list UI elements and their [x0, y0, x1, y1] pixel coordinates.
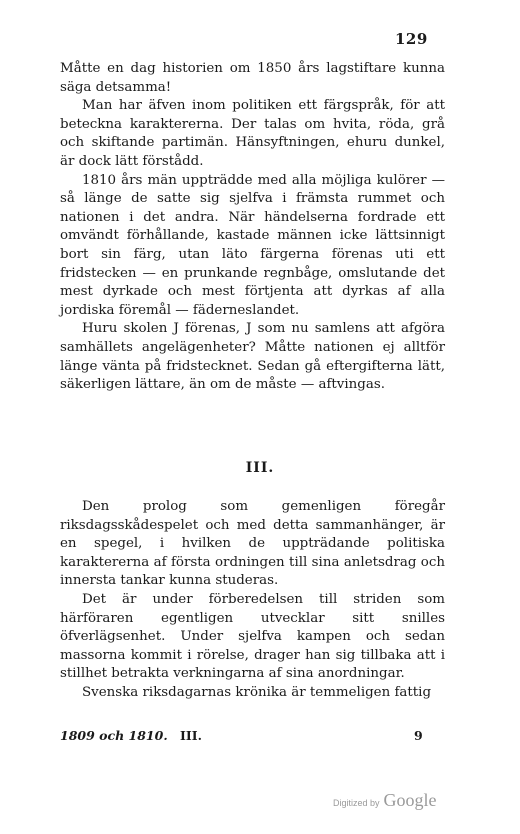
signature-mark: 9 [414, 728, 423, 743]
google-logo: Google [383, 790, 437, 810]
footer-book-title: 1809 och 1810. [60, 728, 168, 743]
section-text-block [60, 498, 445, 703]
paragraph: Svenska riksdagarnas krönika är temmeligen fattig [82, 684, 432, 700]
digitized-watermark [333, 790, 437, 811]
paragraph: Den prolog som gemenligen föregår riksdagsskådespelet och med detta sammanhänger, är en spegel, i hvilken de uppträdande politiska karaktererna af första ordningen till sina anletsdrag och innersta tankar kunna studeras. [60, 499, 445, 589]
footer-title [60, 728, 202, 743]
paragraph: Det är under förberedelsen till striden som härföraren egentligen utvecklar sitt snilles öfverlägsenhet. Under sjelfva kampen och sedan massorna kommit i rörelse, drager han sig tillbaka att i stillhet betrakta verkningarna af sina anordningar. [60, 591, 445, 682]
page-number: 129 [395, 30, 428, 48]
paragraph: Man har äfven inom politiken ett färgspråk, för att beteckna karaktererna. Der talas om hvita, röda, grå och skiftande partimän. Hänsyftningen, ehuru dunkel, är dock lätt förstådd. [60, 98, 445, 169]
watermark-prefix: Digitized by [333, 798, 380, 808]
section-heading: III. [245, 460, 275, 476]
main-text-block [60, 60, 445, 395]
paragraph: Huru skolen J förenas, J som nu samlens att afgöra samhällets angelägenheter? Måtte nationen ej alltför länge vänta på fridstecknet. Sedan gå eftergifterna lätt, säkerligen lättare, än om de måste — aftvingas. [60, 321, 445, 393]
footer-volume: III. [180, 728, 202, 743]
paragraph: Måtte en dag historien om 1850 års lagstiftare kunna säga detsamma! [60, 61, 445, 95]
paragraph: 1810 års män uppträdde med alla möjliga kulörer — så länge de satte sig sjelfva i främsta rummet och nationen i det andra. När händelserna fordrade ett omvändt förhållande, kastade männen icke lättsinnigt bort sin färg, utan läto färgerna förenas uti ett fridstecken — en prunkande regnbåge, omslutande det mest dyrkade och mest förtjenta att dyrkas af alla jordiska föremål — fäderneslandet. [60, 172, 445, 318]
